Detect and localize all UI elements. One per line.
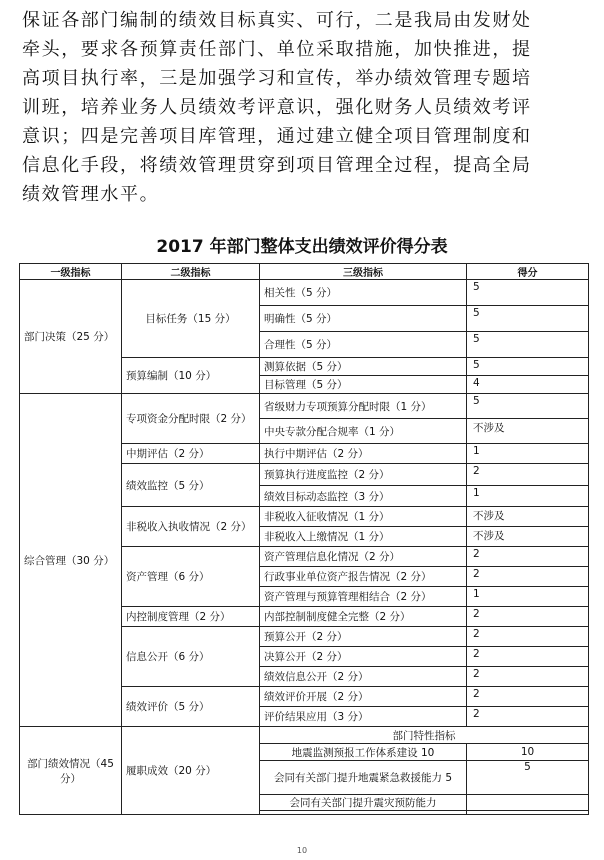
level3-cell: 会同有关部门提升地震紧急救援能力 5 bbox=[260, 761, 467, 795]
score-cell: 2 bbox=[467, 647, 589, 667]
level2-cell: 目标任务（15 分） bbox=[122, 280, 260, 358]
table-row bbox=[20, 727, 589, 744]
score-cell: 5 bbox=[467, 306, 589, 332]
table-cell bbox=[467, 811, 589, 815]
level3-cell: 评价结果应用（3 分） bbox=[260, 707, 467, 727]
score-cell: 5 bbox=[467, 761, 589, 795]
level1-cell: 综合管理（30 分） bbox=[20, 394, 122, 727]
level3-cell: 相关性（5 分） bbox=[260, 280, 467, 306]
level3-cell: 省级财力专项预算分配时限（1 分） bbox=[260, 394, 467, 419]
level1-cell: 部门决策（25 分） bbox=[20, 280, 122, 394]
score-cell: 2 bbox=[467, 627, 589, 647]
table-cell bbox=[260, 811, 467, 815]
paragraph-line: 绩效管理水平。 bbox=[22, 184, 160, 205]
level2-cell: 履职成效（20 分） bbox=[122, 727, 260, 815]
score-cell: 2 bbox=[467, 687, 589, 707]
level3-cell: 内部控制制度健全完整（2 分） bbox=[260, 607, 467, 627]
score-cell: 不涉及 bbox=[467, 527, 589, 547]
score-cell: 不涉及 bbox=[467, 507, 589, 527]
score-cell: 10 bbox=[467, 744, 589, 761]
level3-cell: 资产管理与预算管理相结合（2 分） bbox=[260, 587, 467, 607]
level3-cell: 预算公开（2 分） bbox=[260, 627, 467, 647]
table-row bbox=[20, 394, 589, 419]
level2-cell: 专项资金分配时限（2 分） bbox=[122, 394, 260, 444]
score-cell: 5 bbox=[467, 280, 589, 306]
level3-cell: 预算执行进度监控（2 分） bbox=[260, 464, 467, 486]
header-score: 得分 bbox=[467, 264, 589, 280]
score-cell: 1 bbox=[467, 587, 589, 607]
level2-cell: 预算编制（10 分） bbox=[122, 358, 260, 394]
level3-cell: 会同有关部门提升震灾预防能力 bbox=[260, 795, 467, 811]
score-cell: 2 bbox=[467, 547, 589, 567]
score-cell: 2 bbox=[467, 607, 589, 627]
level3-cell: 非税收入征收情况（1 分） bbox=[260, 507, 467, 527]
level3-cell: 明确性（5 分） bbox=[260, 306, 467, 332]
score-cell: 2 bbox=[467, 464, 589, 486]
table-row bbox=[20, 280, 589, 306]
score-cell: 4 bbox=[467, 376, 589, 394]
header-level2: 二级指标 bbox=[122, 264, 260, 280]
level2-cell: 资产管理（6 分） bbox=[122, 547, 260, 607]
body-paragraph bbox=[22, 6, 586, 209]
level3-cell: 绩效信息公开（2 分） bbox=[260, 667, 467, 687]
paragraph-line: 意识；四是完善项目库管理，通过建立健全项目管理制度和 bbox=[22, 126, 532, 147]
paragraph-line: 信息化手段，将绩效管理贯穿到项目管理全过程，提高全局 bbox=[22, 155, 532, 176]
score-cell: 5 bbox=[467, 332, 589, 358]
level3-cell: 执行中期评估（2 分） bbox=[260, 444, 467, 464]
level3-cell: 决算公开（2 分） bbox=[260, 647, 467, 667]
level1-cell: 部门绩效情况（45 分） bbox=[20, 727, 122, 815]
score-cell: 不涉及 bbox=[467, 419, 589, 444]
paragraph-line: 牵头，要求各预算责任部门、单位采取措施，加快推进，提 bbox=[22, 39, 532, 60]
score-cell: 5 bbox=[467, 358, 589, 376]
table-title: 2017 年部门整体支出绩效评价得分表 bbox=[156, 237, 448, 257]
score-table bbox=[19, 263, 589, 815]
level3-cell: 非税收入上缴情况（1 分） bbox=[260, 527, 467, 547]
level3-cell: 目标管理（5 分） bbox=[260, 376, 467, 394]
level2-cell: 绩效评价（5 分） bbox=[122, 687, 260, 727]
level3-cell: 中央专款分配合规率（1 分） bbox=[260, 419, 467, 444]
score-cell: 1 bbox=[467, 444, 589, 464]
score-cell bbox=[467, 795, 589, 811]
level3-cell: 合理性（5 分） bbox=[260, 332, 467, 358]
level3-cell: 资产管理信息化情况（2 分） bbox=[260, 547, 467, 567]
level2-cell: 绩效监控（5 分） bbox=[122, 464, 260, 507]
table-header-row bbox=[20, 264, 589, 280]
score-cell: 2 bbox=[467, 667, 589, 687]
paragraph-line: 保证各部门编制的绩效目标真实、可行，二是我局由发财处 bbox=[22, 10, 532, 31]
score-cell: 2 bbox=[467, 707, 589, 727]
level3-cell: 地震监测预报工作体系建设 10 bbox=[260, 744, 467, 761]
level3-cell: 行政事业单位资产报告情况（2 分） bbox=[260, 567, 467, 587]
level3-cell: 绩效目标动态监控（3 分） bbox=[260, 486, 467, 507]
level2-cell: 非税收入执收情况（2 分） bbox=[122, 507, 260, 547]
score-cell: 2 bbox=[467, 567, 589, 587]
header-level3: 三级指标 bbox=[260, 264, 467, 280]
header-level1: 一级指标 bbox=[20, 264, 122, 280]
score-cell: 5 bbox=[467, 394, 589, 419]
level2-cell: 中期评估（2 分） bbox=[122, 444, 260, 464]
level2-cell: 信息公开（6 分） bbox=[122, 627, 260, 687]
level3-cell: 测算依据（5 分） bbox=[260, 358, 467, 376]
level3-cell: 绩效评价开展（2 分） bbox=[260, 687, 467, 707]
paragraph-line: 高项目执行率，三是加强学习和宣传，举办绩效管理专题培 bbox=[22, 68, 532, 89]
level2-cell: 内控制度管理（2 分） bbox=[122, 607, 260, 627]
score-cell: 1 bbox=[467, 486, 589, 507]
paragraph-line: 训班，培养业务人员绩效考评意识，强化财务人员绩效考评 bbox=[22, 97, 532, 118]
page-number: 10 bbox=[296, 846, 308, 855]
level3-cell: 部门特性指标 bbox=[260, 727, 589, 744]
